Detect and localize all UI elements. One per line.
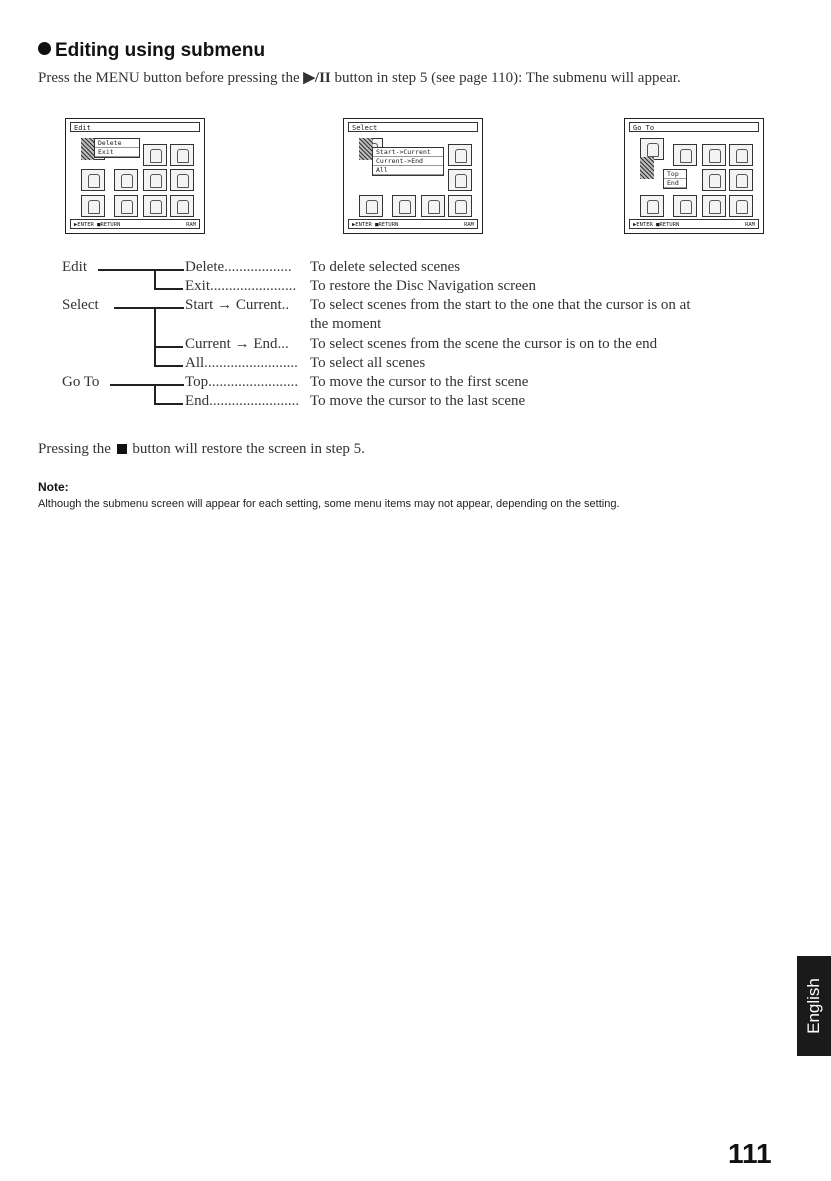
item-label [185, 336, 289, 353]
screen-footer [348, 219, 478, 229]
footer-keys: ▶ENTER ■RETURN [74, 222, 121, 228]
cursor-highlight [640, 157, 654, 179]
thumbnail [729, 169, 753, 191]
connector-line [114, 307, 184, 309]
item-description-cont: the moment [310, 316, 382, 332]
connector-line [154, 384, 156, 404]
connector-line [154, 307, 156, 366]
thumbnail [702, 169, 726, 191]
footer-keys: ▶ENTER ■RETURN [633, 222, 680, 228]
thumbnail [729, 144, 753, 166]
thumbnail [673, 144, 697, 166]
item-description: To select all scenes [310, 355, 426, 371]
section-heading [38, 40, 265, 62]
thumbnail [640, 195, 664, 217]
thumbnail [673, 195, 697, 217]
item-name: Top [185, 374, 209, 390]
intro-text-1: Press the MENU button before pressing the [38, 70, 304, 86]
connector-line [154, 288, 183, 290]
intro-text-2: button in step 5 (see page 110): The submenu will appear. [330, 70, 681, 86]
item-description: To select scenes from the start to the one that the cursor is on at [310, 297, 691, 313]
leader-dots: ........................ [209, 393, 300, 409]
screen-footer [70, 219, 200, 229]
leader-dots: ......................... [204, 355, 298, 371]
thumbnail [448, 169, 472, 191]
connector-line [154, 269, 156, 289]
item-description: To move the cursor to the last scene [310, 393, 526, 409]
language-label: English [804, 978, 823, 1034]
item-name: End [185, 393, 210, 409]
group-label-select: Select [62, 297, 99, 313]
thumbnail [114, 169, 138, 191]
menu-item-delete[interactable]: Delete [95, 139, 139, 148]
screen-title: Edit [70, 122, 200, 132]
edit-submenu-screen [65, 118, 205, 234]
thumbnail [702, 195, 726, 217]
item-name: Start → Current [185, 297, 282, 313]
note-title: Note: [38, 480, 69, 494]
connector-line [110, 384, 184, 386]
menu-item-exit[interactable]: Exit [95, 148, 139, 157]
connector-line [154, 346, 183, 348]
menu-item-top[interactable]: Top [664, 170, 686, 179]
screen-title: Go To [629, 122, 759, 132]
stop-icon [117, 444, 127, 454]
connector-line [98, 269, 184, 271]
thumbnail [392, 195, 416, 217]
submenu-list [94, 138, 140, 158]
leader-dots: ........................ [208, 374, 299, 390]
note-text: Although the submenu screen will appear for each setting, some menu items may not appear, depending on the setting. [38, 498, 620, 510]
item-label [185, 393, 299, 410]
menu-item-current-end[interactable]: Current->End [373, 157, 443, 166]
thumbnail [359, 195, 383, 217]
item-description: To move the cursor to the first scene [310, 374, 529, 390]
screen-title: Select [348, 122, 478, 132]
connector-line [154, 403, 183, 405]
thumbnail [448, 195, 472, 217]
item-name: Exit [185, 278, 210, 294]
language-tab [797, 956, 831, 1056]
thumbnail [143, 144, 167, 166]
thumbnail [729, 195, 753, 217]
item-label [185, 278, 296, 295]
bullet-icon [38, 42, 51, 55]
item-description: To delete selected scenes [310, 259, 461, 275]
restore-text-1: Pressing the [38, 441, 115, 457]
thumbnail [170, 144, 194, 166]
menu-item-start-current[interactable]: Start->Current [373, 148, 443, 157]
thumbnail [114, 195, 138, 217]
leader-dots: .. [281, 297, 290, 313]
disc-type: RAM [745, 222, 755, 228]
submenu-list [663, 169, 687, 189]
group-label-goto: Go To [62, 374, 100, 390]
connector-line [154, 365, 183, 367]
intro-paragraph [38, 68, 778, 88]
thumbnail [143, 195, 167, 217]
thumbnail [81, 195, 105, 217]
select-submenu-screen [343, 118, 483, 234]
item-label [185, 259, 292, 276]
screen-footer [629, 219, 759, 229]
item-label [185, 374, 298, 391]
disc-type: RAM [464, 222, 474, 228]
submenu-list [372, 147, 444, 176]
restore-paragraph [38, 441, 365, 458]
thumbnail [421, 195, 445, 217]
item-label [185, 355, 298, 372]
heading-text: Editing using submenu [55, 40, 266, 61]
page-number: 111 [728, 1138, 772, 1169]
menu-item-end[interactable]: End [664, 179, 686, 188]
restore-text-2: button will restore the screen in step 5. [128, 441, 365, 457]
thumbnail [170, 169, 194, 191]
disc-type: RAM [186, 222, 196, 228]
cursor-highlight [359, 138, 373, 160]
play-pause-symbol: ▶/II [303, 70, 331, 86]
item-name: Current → End [185, 336, 278, 352]
item-name: All [185, 355, 205, 371]
thumbnail [448, 144, 472, 166]
item-name: Delete [185, 259, 225, 275]
thumbnail [170, 195, 194, 217]
thumbnail [702, 144, 726, 166]
leader-dots: ... [277, 336, 289, 352]
thumbnail [143, 169, 167, 191]
menu-item-all[interactable]: All [373, 166, 443, 175]
item-label [185, 297, 289, 314]
leader-dots: .................. [224, 259, 292, 275]
item-description: To restore the Disc Navigation screen [310, 278, 536, 294]
cursor-highlight [81, 138, 95, 160]
leader-dots: ....................... [210, 278, 297, 294]
thumbnail [81, 169, 105, 191]
item-description: To select scenes from the scene the cursor is on to the end [310, 336, 658, 352]
goto-submenu-screen [624, 118, 764, 234]
group-label-edit: Edit [62, 259, 87, 275]
footer-keys: ▶ENTER ■RETURN [352, 222, 399, 228]
